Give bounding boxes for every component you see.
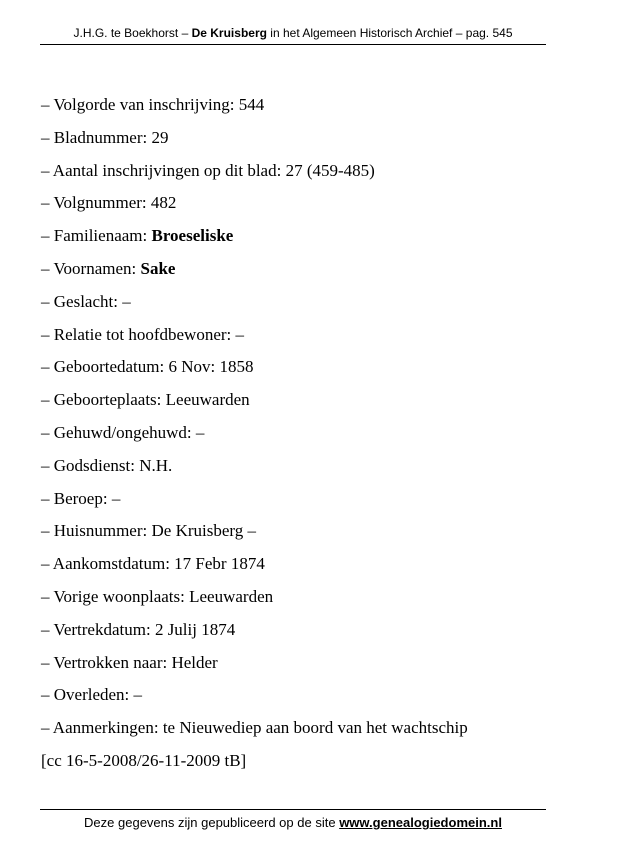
record-label: – Aantal inschrijvingen op dit blad: xyxy=(41,160,282,180)
record-line xyxy=(41,716,601,749)
record-value: te Nieuwediep aan boord van het wachtschip xyxy=(162,718,468,738)
record-label: – Aankomstdatum: xyxy=(41,554,170,574)
record-value: – xyxy=(111,488,121,508)
record-label: – Aanmerkingen: xyxy=(41,718,159,738)
header-divider xyxy=(40,44,546,45)
record-line xyxy=(41,651,601,684)
record-label: – Volgnummer: xyxy=(41,193,147,213)
record-line xyxy=(41,487,601,520)
page-header xyxy=(40,26,546,44)
record-label: – Godsdienst: xyxy=(41,455,135,475)
record-line xyxy=(41,159,601,192)
record-label: – Familienaam: xyxy=(41,226,148,246)
footer-site-link[interactable]: www.genealogiedomein.nl xyxy=(339,815,502,830)
record-value: – xyxy=(133,685,143,705)
record-line xyxy=(41,191,601,224)
record-label: – Geslacht: xyxy=(41,291,118,311)
record-value: 27 (459-485) xyxy=(285,160,375,180)
record-value: N.H. xyxy=(139,455,173,475)
record-line xyxy=(41,290,601,323)
header-page-number: 545 xyxy=(492,26,513,40)
record-line xyxy=(41,519,601,552)
record-label: – Huisnummer: xyxy=(41,521,148,541)
record-value: 17 Febr 1874 xyxy=(174,554,265,574)
record-line xyxy=(41,454,601,487)
record-value: – xyxy=(235,324,245,344)
citation-line: [cc 16-5-2008/26-11-2009 tB] xyxy=(41,750,247,770)
record-line xyxy=(41,388,601,421)
record-value: Leeuwarden xyxy=(189,586,274,606)
header-subtitle: in het Algemeen Historisch Archief xyxy=(270,26,453,40)
record-value: Sake xyxy=(140,258,176,278)
record-list xyxy=(41,93,601,749)
record-value: 482 xyxy=(150,193,177,213)
record-label: – Bladnummer: xyxy=(41,127,148,147)
record-value: Broeseliske xyxy=(151,226,234,246)
record-line xyxy=(41,421,601,454)
header-separator: – xyxy=(455,26,463,40)
record-label: – Vertrokken naar: xyxy=(41,652,168,672)
record-label: – Vertrekdatum: xyxy=(41,619,151,639)
record-line xyxy=(41,585,601,618)
record-line xyxy=(41,126,601,159)
header-page-label: pag. xyxy=(465,26,490,40)
record-value: De Kruisberg – xyxy=(151,521,256,541)
record-value: 2 Julij 1874 xyxy=(154,619,236,639)
record-label: – Gehuwd/ongehuwd: xyxy=(41,422,192,442)
record-label: – Beroep: xyxy=(41,488,108,508)
header-author: J.H.G. te Boekhorst xyxy=(73,26,179,40)
record-value: 29 xyxy=(151,127,169,147)
header-separator: – xyxy=(181,26,189,40)
record-label: – Volgorde van inschrijving: xyxy=(41,95,235,114)
record-label: – Vorige woonplaats: xyxy=(41,586,185,606)
page-footer xyxy=(40,815,546,830)
record-value: 6 Nov: 1858 xyxy=(168,357,254,377)
record-line xyxy=(41,618,601,651)
record-value: 544 xyxy=(238,95,265,114)
record-value: Helder xyxy=(171,652,218,672)
record-line xyxy=(41,355,601,388)
record-label: – Geboorteplaats: xyxy=(41,390,162,410)
footer-divider xyxy=(40,809,546,810)
record-label: – Geboortedatum: xyxy=(41,357,165,377)
footer-text: Deze gegevens zijn gepubliceerd op de site xyxy=(84,815,336,830)
record-line xyxy=(41,257,601,290)
header-title: De Kruisberg xyxy=(191,26,267,40)
record-label: – Overleden: xyxy=(41,685,130,705)
record-line xyxy=(41,93,601,126)
record-value: – xyxy=(195,422,205,442)
record-body xyxy=(41,93,601,782)
record-line xyxy=(41,224,601,257)
record-value: Leeuwarden xyxy=(165,390,250,410)
record-value: – xyxy=(122,291,131,311)
record-line xyxy=(41,323,601,356)
record-line xyxy=(41,552,601,585)
record-line xyxy=(41,683,601,716)
record-label: – Voornamen: xyxy=(41,258,137,278)
record-label: – Relatie tot hoofdbewoner: xyxy=(41,324,232,344)
